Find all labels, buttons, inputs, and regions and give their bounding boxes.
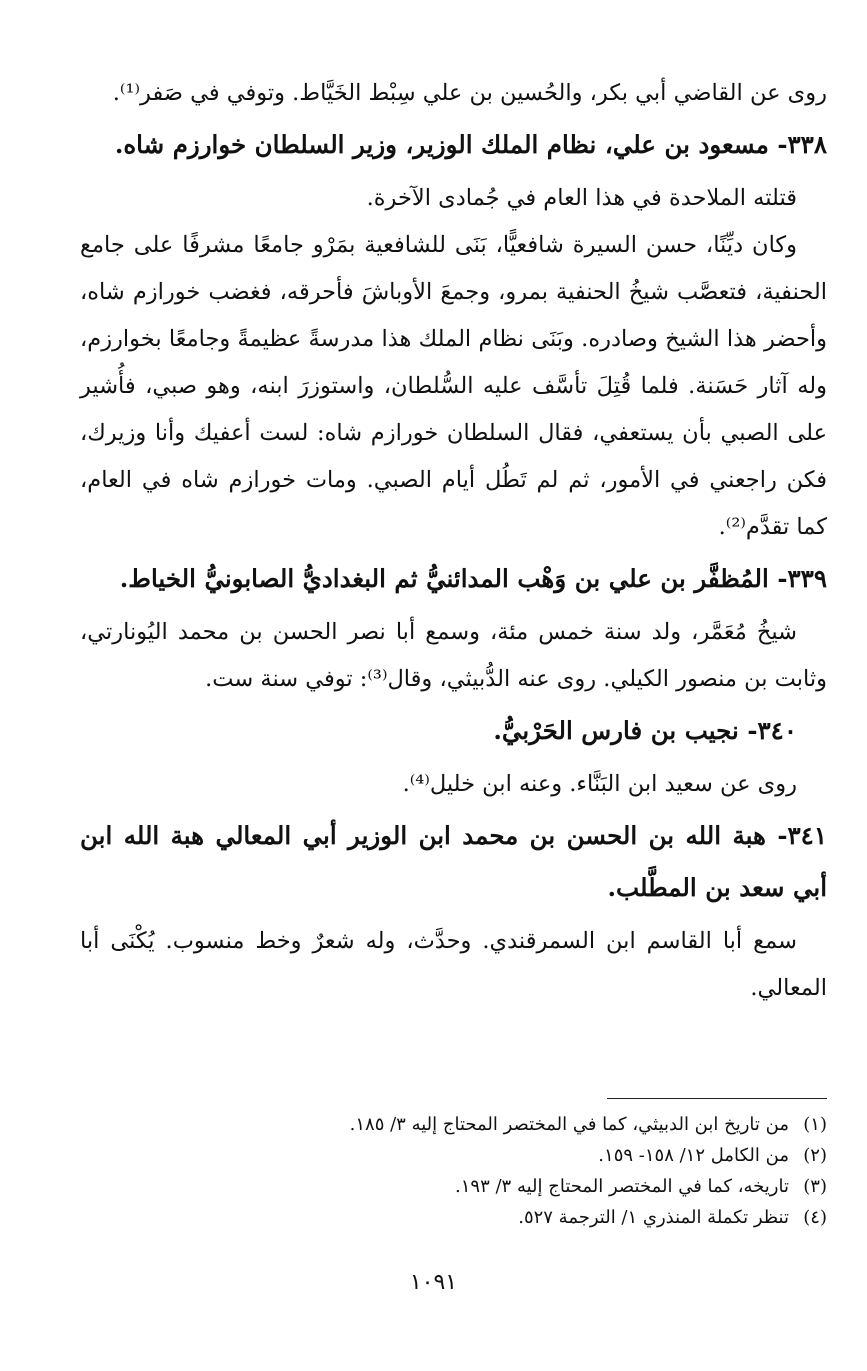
entry-339-paragraph: شيخُ مُعَمَّر، ولد سنة خمس مئة، وسمع أبا نصر الحسن بن محمد اليُونارتي، وثابت بن منصور الكيلي. روى عنه الدُّبيثي، وقال⁽³⁾: توفي سنة ست. [80, 619, 827, 692]
entry-341-title: ٣٤١- هبة الله بن الحسن بن محمد ابن الوزير أبي المعالي هبة الله ابن أبي سعد بن المطَّلب. [80, 821, 827, 902]
footnote-text: تاريخه، كما في المختصر المحتاج إليه ٣/ ١٩٣. [455, 1176, 789, 1197]
continuation-paragraph: روى عن القاضي أبي بكر، والحُسين بن علي سِبْط الخَيَّاط. وتوفي في صَفر⁽¹⁾. [112, 80, 827, 106]
footnote-4 [67, 1202, 827, 1233]
footnote-text: من الكامل ١٢/ ١٥٨- ١٥٩. [598, 1145, 789, 1166]
footnotes [67, 1098, 827, 1233]
entry-338-title: ٣٣٨- مسعود بن علي، نظام الملك الوزير، وزير السلطان خوارزم شاه. [114, 130, 827, 159]
footnote-divider [607, 1098, 827, 1099]
footnote-number: (٢) [803, 1145, 827, 1166]
footnote-text: من تاريخ ابن الدبيثي، كما في المختصر المحتاج إليه ٣/ ١٨٥. [349, 1114, 789, 1135]
entry-340-title: ٣٤٠- نجيب بن فارس الحَرْبيُّ. [493, 716, 797, 745]
entry-338-paragraph-1: قتلته الملاحدة في هذا العام في جُمادى الآخرة. [366, 185, 797, 211]
footnote-number: (١) [803, 1114, 827, 1135]
footnote-number: (٤) [803, 1207, 827, 1228]
footnote-2 [67, 1140, 827, 1171]
footnote-number: (٣) [803, 1176, 827, 1197]
entry-339-title: ٣٣٩- المُظفَّر بن علي بن وَهْب المدائنيُّ ثم البغداديُّ الصابونيُّ الخياط. [119, 564, 827, 593]
entry-341-paragraph: سمع أبا القاسم ابن السمرقندي. وحدَّث، وله شعرٌ وخط منسوب. يُكْنَى أبا المعالي. [80, 928, 827, 1001]
footnote-text: تنظر تكملة المنذري ١/ الترجمة ٥٢٧. [518, 1207, 789, 1228]
footnote-3 [67, 1171, 827, 1202]
page-number: ١٠٩١ [409, 1270, 458, 1295]
footnote-1 [67, 1109, 827, 1140]
entry-338-paragraph-2: وكان ديِّنًا، حسن السيرة شافعيًّا، بَنَى للشافعية بمَرْو جامعًا مشرفًا على جامع الحنفية، فتعصَّب شيخُ الحنفية بمرو، وجمعَ الأوباشَ فأحرقه، فغضب خورازم شاه، وأحضر هذا الشيخ وصادره. وبَنَى نظام الملك هذا مدرسةً عظيمةً وجامعًا بخوارزم، وله آثار حَسَنة. فلما قُتِلَ تأسَّف عليه السُّلطان، واستوزرَ ابنه، وهو صبي، فأُشير على الصبي بأن يستعفي، فقال السلطان خورازم شاه: لست أعفيك وأنا وزيرك، فكن راجعني في الأمور، ثم لم تَطُل أيام الصبي. ومات خورازم شاه في العام، كما تقدَّم⁽²⁾. [80, 232, 827, 540]
entry-340-paragraph: روى عن سعيد ابن البَنَّاء. وعنه ابن خليل⁽⁴⁾. [402, 771, 797, 797]
